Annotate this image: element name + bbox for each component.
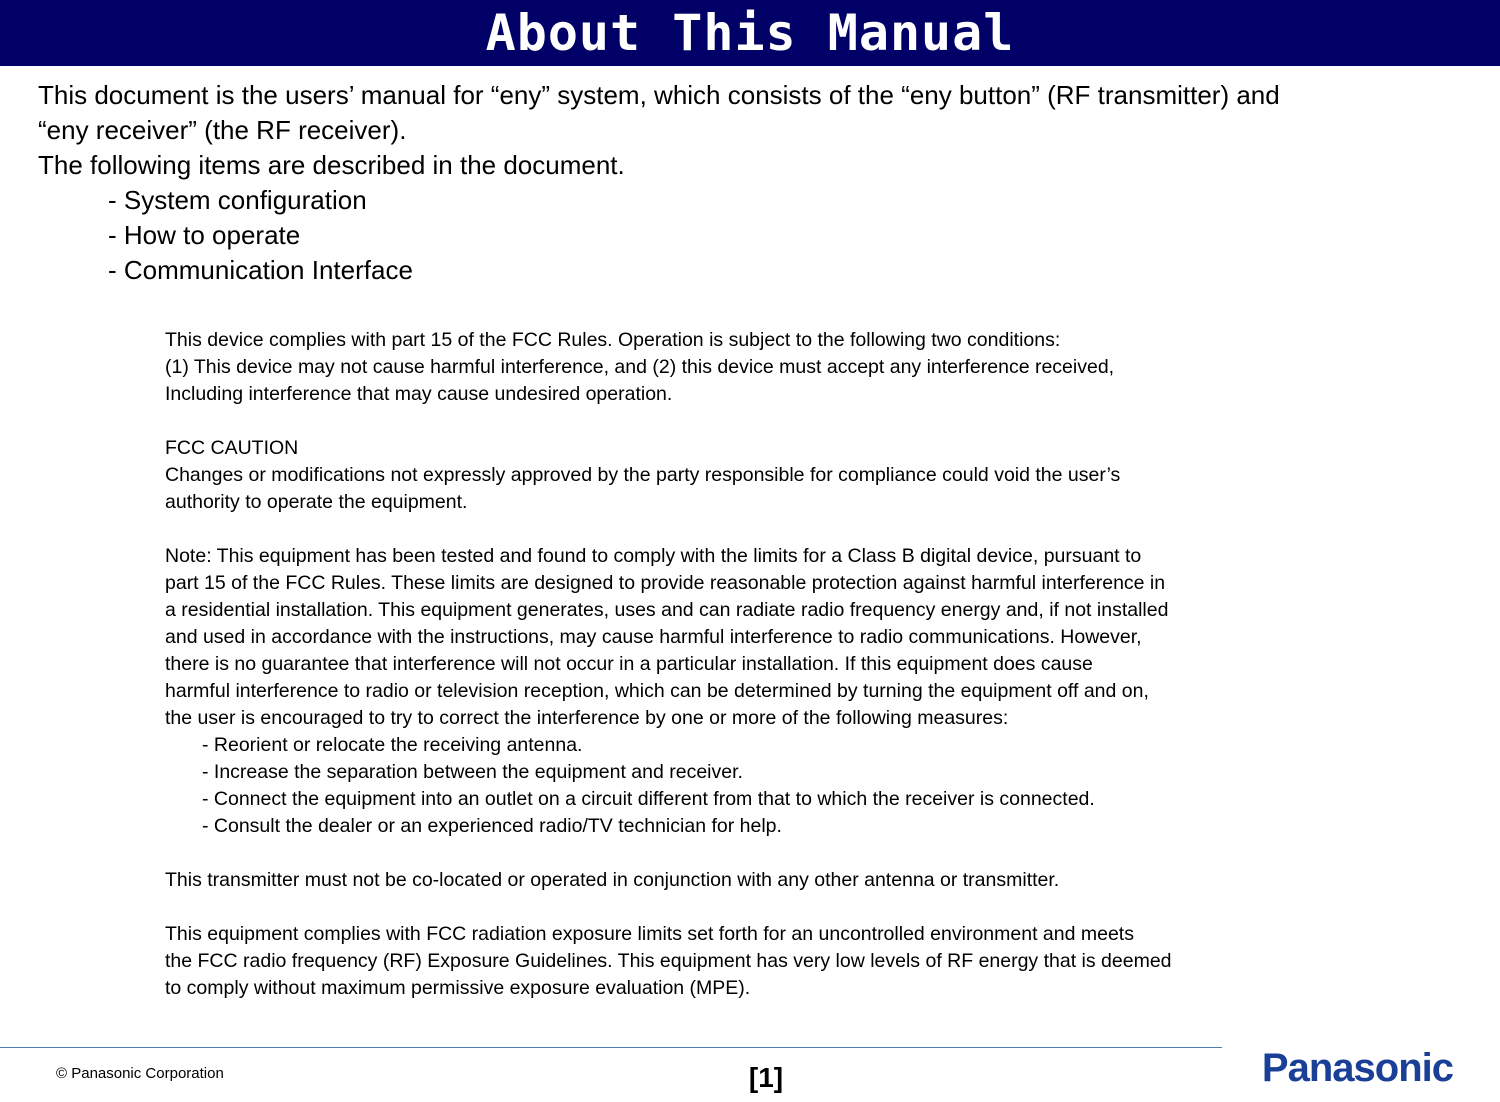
- intro-list-item: - Communication Interface: [108, 255, 413, 285]
- measure-item: - Consult the dealer or an experienced radio/TV technician for help.: [202, 815, 782, 837]
- intro-paragraph-line: This document is the users’ manual for “eny” system, which consists of the “eny button” (RF transmitter) and: [38, 80, 1280, 110]
- exposure-line: the FCC radio frequency (RF) Exposure Guidelines. This equipment has very low levels of RF energy that is deemed: [165, 950, 1172, 972]
- panasonic-logo: Panasonic: [1261, 1046, 1453, 1090]
- compliance-line: This device complies with part 15 of the FCC Rules. Operation is subject to the following two conditions:: [165, 329, 1061, 351]
- note-line: the user is encouraged to try to correct the interference by one or more of the following measures:: [165, 707, 1009, 729]
- page-title: About This Manual: [485, 4, 1015, 62]
- intro-lead: The following items are described in the document.: [38, 150, 625, 180]
- intro-list-item: - How to operate: [108, 220, 301, 250]
- title-bar: [0, 0, 1500, 66]
- copyright-notice: © Panasonic Corporation: [56, 1065, 224, 1082]
- caution-line: authority to operate the equipment.: [165, 491, 468, 513]
- note-line: Note: This equipment has been tested and found to comply with the limits for a Class B digital device, pursuant to: [165, 545, 1142, 567]
- footer-divider: [0, 1047, 1222, 1048]
- compliance-line: Including interference that may cause undesired operation.: [165, 383, 673, 405]
- note-line: there is no guarantee that interference will not occur in a particular installation. If this equipment does cause: [165, 653, 1093, 675]
- note-line: harmful interference to radio or television reception, which can be determined by turning the equipment off and on,: [165, 680, 1149, 702]
- intro-list-item: - System configuration: [108, 185, 367, 215]
- measure-item: - Reorient or relocate the receiving antenna.: [202, 734, 583, 756]
- intro-paragraph-line: “eny receiver” (the RF receiver).: [38, 115, 407, 145]
- note-line: a residential installation. This equipment generates, uses and can radiate radio frequency energy and, if not installed: [165, 599, 1169, 621]
- page-number: [1]: [748, 1062, 784, 1093]
- exposure-line: to comply without maximum permissive exposure evaluation (MPE).: [165, 977, 751, 999]
- note-line: part 15 of the FCC Rules. These limits are designed to provide reasonable protection against harmful interference in: [165, 572, 1166, 594]
- caution-heading: FCC CAUTION: [165, 437, 299, 459]
- exposure-line: This equipment complies with FCC radiation exposure limits set forth for an uncontrolled environment and meets: [165, 923, 1134, 945]
- note-line: and used in accordance with the instructions, may cause harmful interference to radio communications. However,: [165, 626, 1142, 648]
- colocation-statement: This transmitter must not be co-located or operated in conjunction with any other antenna or transmitter.: [165, 869, 1060, 891]
- measure-item: - Increase the separation between the equipment and receiver.: [202, 761, 743, 783]
- intro-section: [38, 78, 1478, 288]
- compliance-line: (1) This device may not cause harmful interference, and (2) this device must accept any interference received,: [165, 356, 1115, 378]
- caution-line: Changes or modifications not expressly approved by the party responsible for compliance could void the user’s: [165, 464, 1121, 486]
- measure-item: - Connect the equipment into an outlet on a circuit different from that to which the receiver is connected.: [202, 788, 1095, 810]
- fcc-statement: [165, 327, 1395, 1002]
